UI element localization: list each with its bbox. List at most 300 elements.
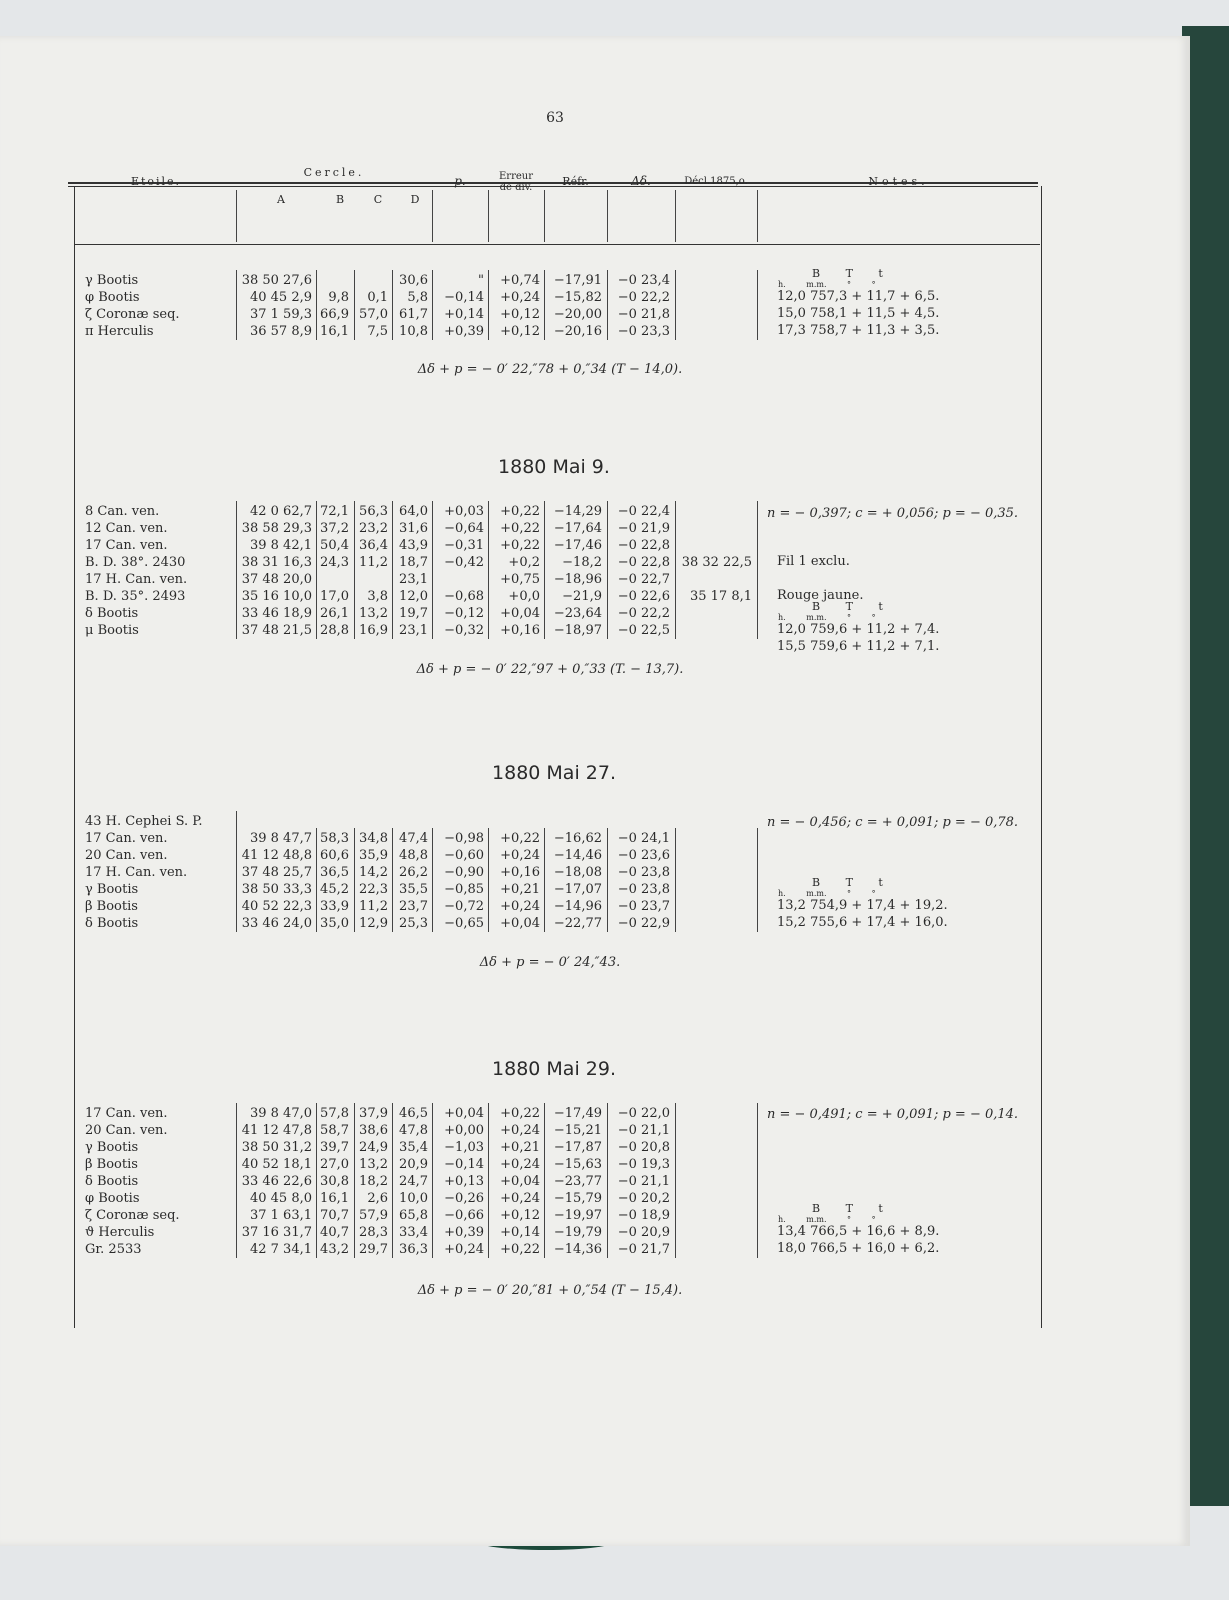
star-name: 20 Can. ven. (85, 848, 168, 863)
cell-d: 35,5 (399, 882, 428, 897)
table-row (0, 847, 1040, 864)
cell-b: 28,8 (320, 623, 349, 638)
cell-p: −1,03 (444, 1140, 484, 1155)
star-name: ϑ Herculis (85, 1225, 155, 1240)
cell-err: +0,21 (500, 1140, 540, 1155)
cell-p: +0,14 (444, 307, 484, 322)
cell-a: 40 45 2,9 (249, 290, 312, 305)
weather-header: B T t (812, 267, 883, 280)
cell-dd: −0 23,8 (617, 865, 670, 880)
star-name: 17 H. Can. ven. (85, 865, 188, 880)
cell-p: +0,39 (444, 1225, 484, 1240)
cell-c: 35,9 (359, 848, 388, 863)
weather-header: B T t (812, 600, 883, 613)
cell-refr: −15,79 (553, 1191, 602, 1206)
cell-decl: 35 17 8,1 (689, 589, 752, 604)
section-formula: Δδ + p = − 0′ 22,″97 + 0,″33 (T. − 13,7). (416, 662, 684, 677)
cell-d: 30,6 (399, 273, 428, 288)
star-name: γ Bootis (85, 1140, 139, 1155)
cell-c: 18,2 (359, 1174, 388, 1189)
star-name: 17 Can. ven. (85, 1106, 168, 1121)
cell-dd: −0 22,2 (617, 290, 670, 305)
header-cercle-c: C (373, 193, 383, 206)
header-divider (488, 190, 489, 242)
cell-a: 33 46 24,0 (241, 916, 312, 931)
cell-b: 66,9 (320, 307, 349, 322)
cell-refr: −18,96 (553, 572, 602, 587)
cell-err: +0,22 (500, 831, 540, 846)
cell-p: −0,14 (444, 290, 484, 305)
star-name: π Herculis (85, 324, 154, 339)
header-cercle: Cercle. (303, 165, 365, 179)
cell-p: +0,13 (444, 1174, 484, 1189)
cell-a: 37 1 59,3 (249, 307, 312, 322)
star-name: 17 H. Can. ven. (85, 572, 188, 587)
weather-line: 15,0 758,1 + 11,5 + 4,5. (777, 306, 940, 321)
cell-refr: −14,46 (553, 848, 602, 863)
cell-a: 40 52 22,3 (241, 899, 312, 914)
cell-d: 33,4 (399, 1225, 428, 1240)
cell-b: 43,2 (320, 1242, 349, 1257)
cell-err: +0,22 (500, 538, 540, 553)
weather-header: B T t (812, 876, 883, 889)
cell-refr: −17,49 (553, 1106, 602, 1121)
star-name: 12 Can. ven. (85, 521, 168, 536)
cell-err: +0,16 (500, 623, 540, 638)
header-refr: Réfr. (562, 174, 589, 188)
cell-refr: −18,97 (553, 623, 602, 638)
cell-d: 35,4 (399, 1140, 428, 1155)
table-row (0, 864, 1040, 881)
header-divider (607, 190, 608, 242)
cell-a: 40 52 18,1 (241, 1157, 312, 1172)
cell-err: +0,21 (500, 882, 540, 897)
cell-dd: −0 22,0 (617, 1106, 670, 1121)
section-heading: 1880 Mai 29. (492, 1058, 616, 1080)
cell-d: 46,5 (399, 1106, 428, 1121)
cell-err: +0,24 (500, 1157, 540, 1172)
weather-line: 15,5 759,6 + 11,2 + 7,1. (777, 639, 940, 654)
cell-a: 37 48 20,0 (241, 572, 312, 587)
cell-a: 38 50 27,6 (241, 273, 312, 288)
cell-b: 17,0 (320, 589, 349, 604)
cell-err: +0,24 (500, 290, 540, 305)
cell-c: 37,9 (359, 1106, 388, 1121)
star-name: μ Bootis (85, 623, 139, 638)
table-row (0, 1139, 1040, 1156)
cell-err: +0,14 (500, 1225, 540, 1240)
weather-header: B T t (812, 1202, 883, 1215)
star-name: φ Bootis (85, 290, 140, 305)
cell-refr: −17,46 (553, 538, 602, 553)
cell-b: 16,1 (320, 324, 349, 339)
weather-line: 12,0 759,6 + 11,2 + 7,4. (777, 622, 940, 637)
section-formula: Δδ + p = − 0′ 20,″81 + 0,″54 (T − 15,4). (417, 1283, 683, 1298)
cell-dd: −0 21,1 (617, 1174, 670, 1189)
cell-dd: −0 22,9 (617, 916, 670, 931)
cell-refr: −19,97 (553, 1208, 602, 1223)
cell-d: 43,9 (399, 538, 428, 553)
cell-refr: −15,63 (553, 1157, 602, 1172)
star-name: δ Bootis (85, 916, 139, 931)
cell-p: +0,04 (444, 1106, 484, 1121)
cell-a: 37 1 63,1 (249, 1208, 312, 1223)
cell-c: 34,8 (359, 831, 388, 846)
cell-err: +0,22 (500, 504, 540, 519)
cell-b: 57,8 (320, 1106, 349, 1121)
table-row (0, 881, 1040, 898)
cell-p: −0,60 (444, 848, 484, 863)
cell-d: 24,7 (399, 1174, 428, 1189)
cell-a: 38 50 31,2 (241, 1140, 312, 1155)
cell-b: 58,3 (320, 831, 349, 846)
cell-b: 16,1 (320, 1191, 349, 1206)
cell-refr: −19,79 (553, 1225, 602, 1240)
cell-dd: −0 21,9 (617, 521, 670, 536)
cell-b: 45,2 (320, 882, 349, 897)
cell-dd: −0 22,5 (617, 623, 670, 638)
cell-c: 36,4 (359, 538, 388, 553)
cell-c: 11,2 (359, 899, 388, 914)
cell-err: +0,16 (500, 865, 540, 880)
cell-d: 47,8 (399, 1123, 428, 1138)
cell-b: 58,7 (320, 1123, 349, 1138)
cell-a: 41 12 48,8 (241, 848, 312, 863)
cell-dd: −0 21,8 (617, 307, 670, 322)
cell-refr: −14,96 (553, 899, 602, 914)
cell-err: +0,74 (500, 273, 540, 288)
table-row (0, 272, 1040, 289)
star-name: 8 Can. ven. (85, 504, 160, 519)
cell-d: 10,8 (399, 324, 428, 339)
cell-a: 37 48 25,7 (241, 865, 312, 880)
cell-p: " (478, 273, 484, 288)
cell-dd: −0 23,3 (617, 324, 670, 339)
cell-b: 36,5 (320, 865, 349, 880)
cell-refr: −15,21 (553, 1123, 602, 1138)
table-row (0, 1122, 1040, 1139)
cell-refr: −17,07 (553, 882, 602, 897)
cell-err: +0,24 (500, 848, 540, 863)
cell-refr: −23,64 (553, 606, 602, 621)
cell-d: 18,7 (399, 555, 428, 570)
cell-p: −0,12 (444, 606, 484, 621)
cell-p: −0,31 (444, 538, 484, 553)
cell-p: −0,32 (444, 623, 484, 638)
cell-a: 37 48 21,5 (241, 623, 312, 638)
cell-c: 13,2 (359, 606, 388, 621)
cell-d: 23,1 (399, 572, 428, 587)
cell-c: 16,9 (359, 623, 388, 638)
star-name: Gr. 2533 (85, 1242, 142, 1257)
cell-b: 24,3 (320, 555, 349, 570)
header-cercle-a: A (277, 193, 285, 206)
cell-err: +0,75 (500, 572, 540, 587)
header-cercle-d: D (410, 193, 420, 206)
cell-err: +0,04 (500, 916, 540, 931)
table-row (0, 1173, 1040, 1190)
reduction-constants: n = − 0,456; c = + 0,091; p = − 0,78. (767, 815, 1019, 830)
section-formula: Δδ + p = − 0′ 22,″78 + 0,″34 (T − 14,0). (417, 362, 683, 377)
cell-dd: −0 24,1 (617, 831, 670, 846)
star-name: γ Bootis (85, 273, 139, 288)
star-name: B. D. 38°. 2430 (85, 555, 186, 570)
star-name: 20 Can. ven. (85, 1123, 168, 1138)
reduction-constants: n = − 0,397; c = + 0,056; p = − 0,35. (767, 506, 1019, 521)
cell-dd: −0 22,2 (617, 606, 670, 621)
cell-c: 3,8 (367, 589, 388, 604)
cell-err: +0,0 (508, 589, 540, 604)
cell-b: 39,7 (320, 1140, 349, 1155)
cell-dd: −0 21,1 (617, 1123, 670, 1138)
cell-a: 39 8 47,0 (249, 1106, 312, 1121)
cell-c: 12,9 (359, 916, 388, 931)
cell-c: 14,2 (359, 865, 388, 880)
cell-b: 27,0 (320, 1157, 349, 1172)
cell-p: −0,98 (444, 831, 484, 846)
cell-err: +0,2 (508, 555, 540, 570)
star-name: 17 Can. ven. (85, 831, 168, 846)
note-rouge: Rouge jaune. (777, 588, 864, 603)
table-row (0, 1156, 1040, 1173)
cell-c: 22,3 (359, 882, 388, 897)
cell-c: 56,3 (359, 504, 388, 519)
cell-d: 61,7 (399, 307, 428, 322)
header-cercle-b: B (335, 193, 345, 206)
cell-dd: −0 22,8 (617, 555, 670, 570)
cell-c: 57,9 (359, 1208, 388, 1223)
cell-d: 26,2 (399, 865, 428, 880)
cell-b: 33,9 (320, 899, 349, 914)
cell-a: 41 12 47,8 (241, 1123, 312, 1138)
star-name: δ Bootis (85, 1174, 139, 1189)
cell-c: 38,6 (359, 1123, 388, 1138)
cell-a: 33 46 18,9 (241, 606, 312, 621)
cell-d: 36,3 (399, 1242, 428, 1257)
cell-c: 2,6 (367, 1191, 388, 1206)
header-divider (236, 190, 237, 242)
cell-err: +0,04 (500, 1174, 540, 1189)
cell-a: 42 7 34,1 (249, 1242, 312, 1257)
cell-refr: −23,77 (553, 1174, 602, 1189)
weather-units: h. m.m. ° ° (778, 889, 876, 898)
weather-units: h. m.m. ° ° (778, 1215, 876, 1224)
cell-refr: −18,08 (553, 865, 602, 880)
cell-p: −0,14 (444, 1157, 484, 1172)
star-name: β Bootis (85, 899, 138, 914)
cell-refr: −14,29 (553, 504, 602, 519)
cell-p: +0,00 (444, 1123, 484, 1138)
header-divider (675, 190, 676, 242)
header-divider (432, 190, 433, 242)
cell-p: −0,72 (444, 899, 484, 914)
cell-b: 50,4 (320, 538, 349, 553)
star-name: ζ Coronæ seq. (85, 1208, 180, 1223)
cell-b: 60,6 (320, 848, 349, 863)
cell-dd: −0 23,4 (617, 273, 670, 288)
cell-dd: −0 20,9 (617, 1225, 670, 1240)
table-row (0, 605, 1040, 622)
cell-dd: −0 22,6 (617, 589, 670, 604)
cell-c: 13,2 (359, 1157, 388, 1172)
cell-c: 7,5 (367, 324, 388, 339)
table-row (0, 1190, 1040, 1207)
cell-b: 30,8 (320, 1174, 349, 1189)
cell-d: 19,7 (399, 606, 428, 621)
note-fil: Fil 1 exclu. (777, 554, 850, 569)
cell-b: 40,7 (320, 1225, 349, 1240)
weather-units: h. m.m. ° ° (778, 613, 876, 622)
cell-a: 38 31 16,3 (241, 555, 312, 570)
weather-line: 13,4 766,5 + 16,6 + 8,9. (777, 1224, 940, 1239)
cell-dd: −0 23,7 (617, 899, 670, 914)
cell-d: 48,8 (399, 848, 428, 863)
cell-err: +0,12 (500, 324, 540, 339)
weather-line: 12,0 757,3 + 11,7 + 6,5. (777, 289, 940, 304)
weather-line: 17,3 758,7 + 11,3 + 3,5. (777, 323, 940, 338)
table-row (0, 554, 1040, 571)
star-name: φ Bootis (85, 1191, 140, 1206)
cell-p: +0,03 (444, 504, 484, 519)
cell-p: −0,26 (444, 1191, 484, 1206)
cell-dd: −0 20,2 (617, 1191, 670, 1206)
cell-refr: −17,64 (553, 521, 602, 536)
section-heading: 1880 Mai 9. (498, 456, 610, 478)
cell-a: 38 50 33,3 (241, 882, 312, 897)
cell-d: 10,0 (399, 1191, 428, 1206)
section-heading: 1880 Mai 27. (492, 762, 616, 784)
cell-p: −0,65 (444, 916, 484, 931)
cell-err: +0,24 (500, 1191, 540, 1206)
reduction-constants: n = − 0,491; c = + 0,091; p = − 0,14. (767, 1107, 1019, 1122)
star-name: γ Bootis (85, 882, 139, 897)
cell-err: +0,22 (500, 521, 540, 536)
cell-dd: −0 23,6 (617, 848, 670, 863)
cell-refr: −22,77 (553, 916, 602, 931)
cell-d: 12,0 (399, 589, 428, 604)
star-name: δ Bootis (85, 606, 139, 621)
cell-p: −0,85 (444, 882, 484, 897)
weather-units: h. m.m. ° ° (778, 280, 876, 289)
header-delta: Δδ. (631, 174, 651, 189)
cell-refr: −18,2 (562, 555, 602, 570)
weather-line: 18,0 766,5 + 16,0 + 6,2. (777, 1241, 940, 1256)
header-notes: Notes. (868, 174, 929, 188)
cell-dd: −0 22,7 (617, 572, 670, 587)
page-number: 63 (546, 110, 564, 126)
cell-d: 25,3 (399, 916, 428, 931)
cell-b: 37,2 (320, 521, 349, 536)
cell-err: +0,22 (500, 1106, 540, 1121)
cell-p: −0,66 (444, 1208, 484, 1223)
star-name: ζ Coronæ seq. (85, 307, 180, 322)
cell-a: 39 8 47,7 (249, 831, 312, 846)
cell-c: 29,7 (359, 1242, 388, 1257)
cell-p: +0,24 (444, 1242, 484, 1257)
cell-dd: −0 23,8 (617, 882, 670, 897)
cell-a: 35 16 10,0 (241, 589, 312, 604)
cell-dd: −0 21,7 (617, 1242, 670, 1257)
section-formula: Δδ + p = − 0′ 24,″43. (479, 955, 621, 970)
cell-err: +0,22 (500, 1242, 540, 1257)
cell-d: 5,8 (407, 290, 428, 305)
cell-a: 40 45 8,0 (249, 1191, 312, 1206)
cell-c: 57,0 (359, 307, 388, 322)
cell-err: +0,12 (500, 307, 540, 322)
cell-refr: −14,36 (553, 1242, 602, 1257)
cell-b: 72,1 (320, 504, 349, 519)
cell-b: 70,7 (320, 1208, 349, 1223)
cell-dd: −0 19,3 (617, 1157, 670, 1172)
table-row (0, 830, 1040, 847)
cell-d: 20,9 (399, 1157, 428, 1172)
cell-refr: −20,16 (553, 324, 602, 339)
cell-err: +0,24 (500, 1123, 540, 1138)
cell-err: +0,12 (500, 1208, 540, 1223)
cell-refr: −20,00 (553, 307, 602, 322)
header-p: p. (454, 174, 466, 189)
cell-a: 36 57 8,9 (249, 324, 312, 339)
cell-d: 23,7 (399, 899, 428, 914)
cell-refr: −17,91 (553, 273, 602, 288)
cell-dd: −0 22,8 (617, 538, 670, 553)
table-row (0, 588, 1040, 605)
star-name: 43 H. Cephei S. P. (85, 814, 203, 829)
star-name: β Bootis (85, 1157, 138, 1172)
cell-d: 47,4 (399, 831, 428, 846)
cell-a: 42 0 62,7 (249, 504, 312, 519)
header-divider (757, 190, 758, 242)
cell-p: +0,39 (444, 324, 484, 339)
cell-c: 23,2 (359, 521, 388, 536)
cell-dd: −0 22,4 (617, 504, 670, 519)
cell-refr: −16,62 (553, 831, 602, 846)
cell-p: −0,42 (444, 555, 484, 570)
cell-decl: 38 32 22,5 (681, 555, 752, 570)
cell-a: 38 58 29,3 (241, 521, 312, 536)
table-row (0, 1207, 1040, 1224)
cell-dd: −0 18,9 (617, 1208, 670, 1223)
table-row (0, 537, 1040, 554)
cell-refr: −15,82 (553, 290, 602, 305)
cell-c: 11,2 (359, 555, 388, 570)
cell-d: 23,1 (399, 623, 428, 638)
header-erreur: Erreur de div. (499, 170, 533, 193)
header-divider (544, 190, 545, 242)
cell-b: 35,0 (320, 916, 349, 931)
cell-d: 64,0 (399, 504, 428, 519)
cell-refr: −17,87 (553, 1140, 602, 1155)
cell-a: 39 8 42,1 (249, 538, 312, 553)
cell-refr: −21,9 (562, 589, 602, 604)
weather-line: 13,2 754,9 + 17,4 + 19,2. (777, 898, 948, 913)
table-row (0, 520, 1040, 537)
cell-c: 24,9 (359, 1140, 388, 1155)
cell-p: −0,64 (444, 521, 484, 536)
cell-p: −0,90 (444, 865, 484, 880)
star-name: B. D. 35°. 2493 (85, 589, 186, 604)
cell-err: +0,24 (500, 899, 540, 914)
star-name: 17 Can. ven. (85, 538, 168, 553)
cell-d: 65,8 (399, 1208, 428, 1223)
cell-b: 9,8 (328, 290, 349, 305)
header-etoile: Etoile. (130, 174, 182, 188)
table-row (0, 571, 1040, 588)
weather-line: 15,2 755,6 + 17,4 + 16,0. (777, 915, 948, 930)
cell-err: +0,04 (500, 606, 540, 621)
cell-c: 0,1 (367, 290, 388, 305)
cell-a: 33 46 22,6 (241, 1174, 312, 1189)
